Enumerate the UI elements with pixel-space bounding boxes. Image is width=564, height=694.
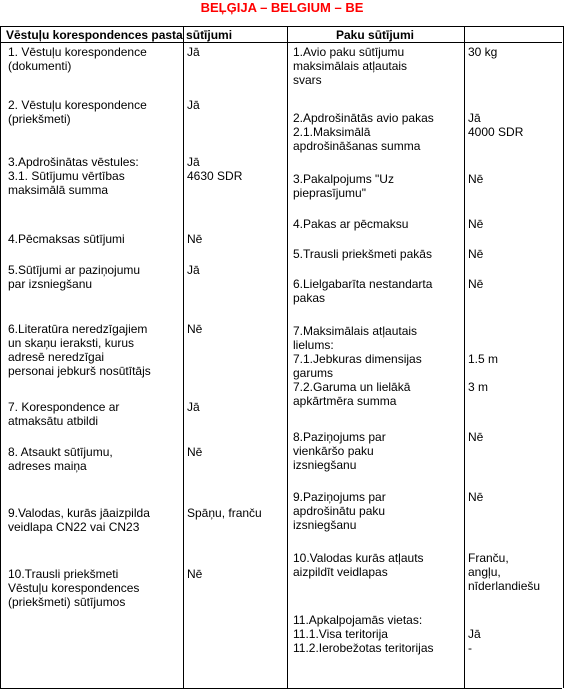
right-row-value: Nē: [468, 490, 484, 504]
right-row-label: 4.Pakas ar pēcmaksu: [293, 217, 409, 231]
left-row-value: Jā: [187, 400, 200, 414]
right-row-label: 7.Maksimālais atļautais lielums: 7.1.Jebkuras dimensijas garums 7.2.Garuma un lielākā apkārtmēra summa: [293, 324, 422, 408]
left-column-header: Vēstuļu korespondences pasta sūtījumi: [6, 28, 233, 42]
left-row-value: Jā 4630 SDR: [187, 155, 243, 183]
left-row-value: Jā: [187, 263, 200, 277]
page-title: BEĻĢIJA – BELGIUM – BE: [200, 0, 364, 15]
left-row-label: 8. Atsaukt sūtījumu, adreses maiņa: [8, 445, 113, 473]
left-row-label: 10.Trausli priekšmeti Vēstuļu korespondences (priekšmeti) sūtījumos: [8, 567, 140, 609]
left-row-label: 3.Apdrošinātas vēstules: 3.1. Sūtījumu vērtības maksimālā summa: [8, 155, 139, 197]
left-row-value: Nē: [187, 445, 203, 459]
right-row-label: 8.Paziņojums par vienkāršo paku izsniegšanu: [293, 430, 386, 472]
left-row-label: 4.Pēcmaksas sūtījumi: [8, 232, 125, 246]
right-row-value: Nē: [468, 172, 484, 186]
left-row-label: 9.Valodas, kurās jāaizpilda veidlapa CN22 vai CN23: [8, 506, 150, 534]
right-row-value: Jā 4000 SDR: [468, 111, 524, 139]
right-row-value: 30 kg: [468, 45, 498, 59]
right-row-value: Nē: [468, 430, 484, 444]
right-row-value: 1.5 m 3 m: [468, 352, 499, 394]
column-divider: [464, 26, 465, 688]
left-row-label: 5.Sūtījumi ar paziņojumu par izsniegšanu: [8, 263, 141, 291]
table-bottom-border: [0, 688, 562, 689]
right-row-value: Franču, angļu, nīderlandiešu: [468, 551, 541, 593]
right-row-value: Jā -: [468, 627, 481, 655]
left-row-label: 6.Literatūra neredzīgajiem un skaņu ieraksti, kurus adresē neredzīgai personai jebkurš nosūtītājs: [8, 322, 151, 378]
right-row-label: 9.Paziņojums par apdrošinātu paku izsniegšanu: [293, 490, 386, 532]
left-row-value: Nē: [187, 567, 203, 581]
left-row-value: Nē: [187, 322, 203, 336]
left-row-value: Jā: [187, 98, 200, 112]
right-row-label: 10.Valodas kurās atļauts aizpildīt veidlapas: [293, 551, 424, 579]
right-row-label: 11.Apkalpojamās vietas: 11.1.Visa teritorija 11.2.Ierobežotas teritorijas: [293, 613, 434, 655]
right-column-header: Paku sūtījumi: [336, 28, 415, 42]
column-divider: [183, 26, 184, 688]
left-row-value: Nē: [187, 232, 203, 246]
right-row-label: 1.Avio paku sūtījumu maksimālais atļautais svars: [293, 45, 408, 87]
left-row-value: Jā: [187, 45, 200, 59]
right-row-label: 6.Lielgabarīta nestandarta pakas: [293, 277, 433, 305]
left-row-label: 7. Korespondence ar atmaksātu atbildi: [8, 400, 120, 428]
right-row-value: Nē: [468, 217, 484, 231]
left-row-label: 1. Vēstuļu korespondence (dokumenti): [8, 45, 147, 73]
right-row-value: Nē: [468, 247, 484, 261]
right-row-label: 5.Trausli priekšmeti pakās: [293, 247, 432, 261]
left-row-label: 2. Vēstuļu korespondence (priekšmeti): [8, 98, 147, 126]
column-divider: [287, 26, 288, 688]
left-row-value: Spāņu, franču: [187, 506, 262, 520]
right-row-label: 2.Apdrošinātās avio pakas 2.1.Maksimālā apdrošināšanas summa: [293, 111, 434, 153]
right-row-label: 3.Pakalpojums "Uz pieprasījumu": [293, 172, 394, 200]
header-divider: [0, 42, 562, 43]
right-row-value: Nē: [468, 277, 484, 291]
